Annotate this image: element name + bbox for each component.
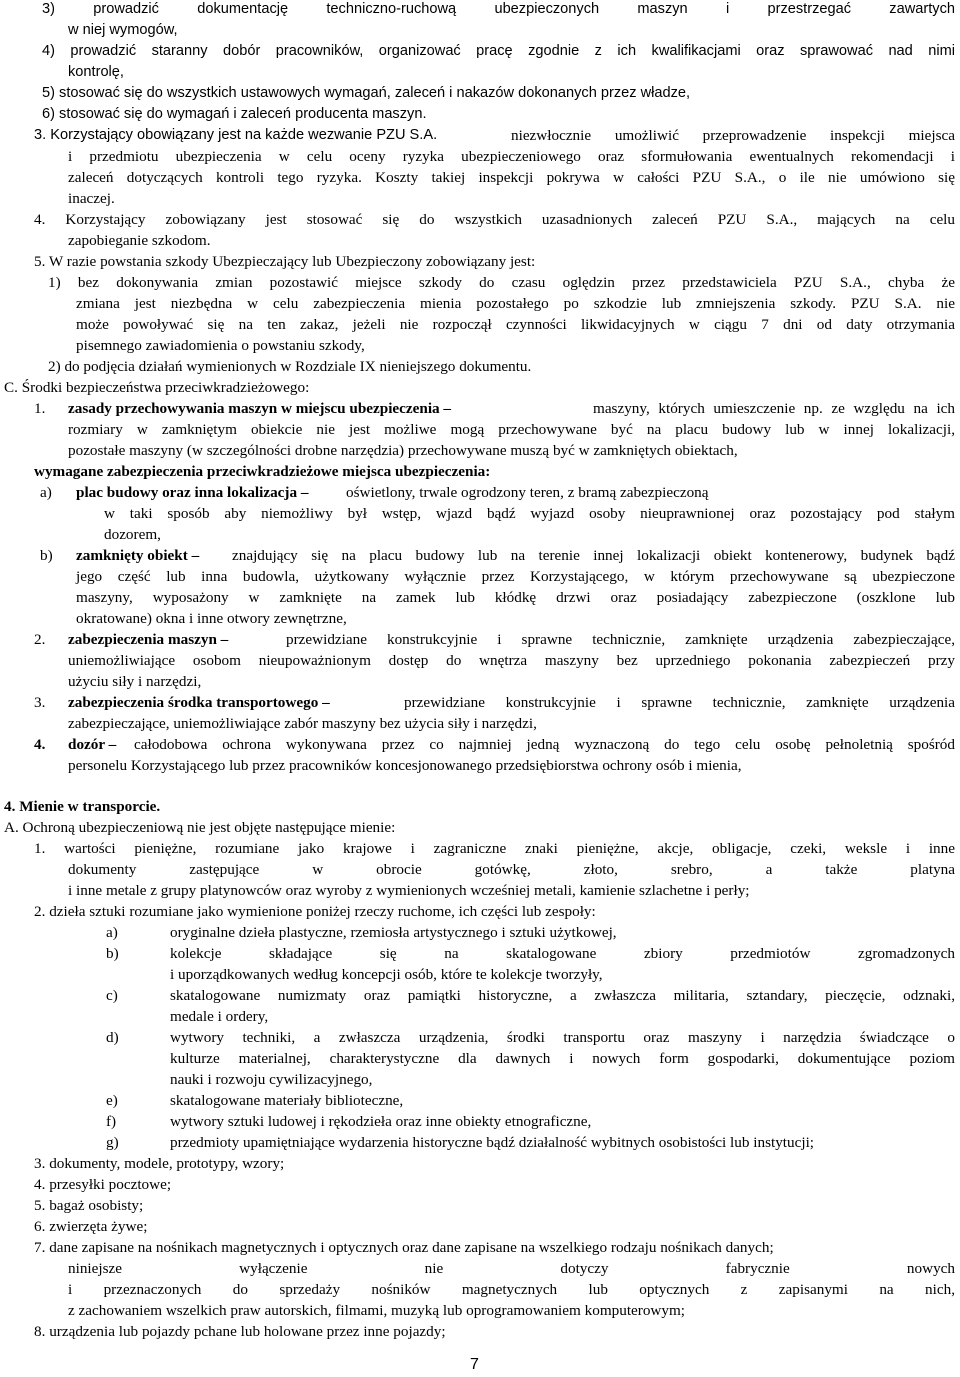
text-line: 1) bez dokonywania zmian pozostawić miejsce szkody do czasu oględzin przez przedstawiciela PZU S.A., chyba że: [48, 274, 955, 291]
text-line: pozostałe maszyny (w szczególności drobne narzędzia) przechowywane muszą być w zamkniętych obiektach,: [68, 442, 738, 459]
text-line: g): [106, 1134, 119, 1151]
text-line: przewidziane konstrukcyjnie i sprawne technicznie, zamknięte urządzenia zabezpieczające,: [286, 631, 955, 648]
text-line: zapobieganie szkodom.: [68, 232, 211, 249]
text-line: maszyny, wyposażony w zamknięte na zamek lub kłódkę drzwi oraz posiadający zabezpieczone (oszklone lub: [76, 589, 955, 606]
text-line: 2.: [34, 631, 46, 648]
text-line: 2) do podjęcia działań wymienionych w Rozdziale IX nieniejszego dokumentu.: [48, 358, 532, 375]
text-line: d): [106, 1029, 119, 1046]
text-line: 4) prowadzić staranny dobór pracowników, organizować pracę zgodnie z ich kwalifikacjami oraz sprawować nad nimi: [42, 43, 955, 59]
text-line: A. Ochroną ubezpieczeniową nie jest objęte następujące mienie:: [4, 819, 396, 836]
text-line: oświetlony, trwale ogrodzony teren, z bramą zabezpieczoną: [346, 484, 709, 501]
text-line: C. Środki bezpieczeństwa przeciwkradzieżowego:: [4, 379, 310, 396]
text-line: i uporządkowanych według koncepcji osób, które te kolekcje tworzyły,: [170, 966, 603, 983]
text-line: całodobowa ochrona wykonywana przez co najmniej jedną wyznaczoną do tego celu osobę pełnoletnią spośród: [134, 736, 955, 753]
text-line: pisemnego zawiadomienia o powstaniu szkody,: [76, 337, 365, 354]
text-line: okratowane) okna i inne otwory zewnętrzne,: [76, 610, 347, 627]
text-line: zabezpieczające, uniemożliwiające zabór maszyny bez użycia siły i narzędzi,: [68, 715, 537, 732]
text-line: 4. Mienie w transporcie.: [4, 798, 161, 815]
text-line: 1.: [34, 400, 46, 417]
text-line: zabezpieczenia środka transportowego –: [68, 694, 330, 711]
text-line: 5) stosować się do wszystkich ustawowych wymagań, zaleceń i nakazów dokonanych przez władze,: [42, 85, 691, 101]
text-line: oryginalne dzieła plastyczne, rzemiosła artystycznego i sztuki użytkowej,: [170, 924, 617, 941]
text-line: wytwory sztuki ludowej i rękodzieła oraz inne obiekty etnograficzne,: [170, 1113, 592, 1130]
text-line: b): [40, 547, 53, 564]
text-line: c): [106, 987, 118, 1004]
text-line: kontrolę,: [68, 64, 124, 80]
text-line: uniemożliwiające osobom nieupoważnionym dostęp do wnętrza maszyny bez uprzedniego pokonania zabezpieczeń przy: [68, 652, 955, 669]
text-line: przedmioty upamiętniające wydarzenia historyczne bądź działalność wybitnych osobistości lub instytucji;: [170, 1134, 815, 1151]
text-line: i przeznaczonych do sprzedaży nośników magnetycznych lub optycznych z zapisanymi na nich,: [68, 1281, 955, 1298]
text-line: może powoływać się na ten zakaz, jeżeli nie rozpoczął czynności likwidacyjnych w ciągu 7 dni od daty otrzymania: [76, 316, 955, 333]
text-line: dozorem,: [104, 526, 161, 543]
text-line: zamknięty obiekt –: [76, 547, 200, 564]
text-line: jego część lub inna budowla, użytkowany wyłącznie przez Korzystającego, w którym przechowywane są ubezpieczone: [76, 568, 955, 585]
text-line: 3) prowadzić dokumentację techniczno-ruchową ubezpieczonych maszyn i przestrzegać zawartych: [42, 1, 955, 17]
text-line: 7. dane zapisane na nośnikach magnetycznych i optycznych oraz dane zapisane na wszelkiego rodzaju nośnikach danych;: [34, 1239, 774, 1256]
text-line: i przedmiotu ubezpieczenia w celu oceny ryzyka ubezpieczeniowego oraz sformułowania ewentualnych rekomendacji i: [68, 148, 955, 165]
text-line: a): [106, 924, 118, 941]
text-line: 1. wartości pieniężne, rozumiane jako krajowe i zagraniczne znaki pieniężne, akcje, obligacje, czeki, weksle i inne: [34, 840, 955, 857]
text-line: maszyny, których umieszczenie np. ze względu na ich: [593, 400, 955, 417]
text-line: 2. dzieła sztuki rozumiane jako wymienione poniżej rzeczy ruchome, ich części lub zespoły:: [34, 903, 596, 920]
text-line: wymagane zabezpieczenia przeciwkradzieżowe miejsca ubezpieczenia:: [34, 463, 491, 480]
text-line: skatalogowane materiały biblioteczne,: [170, 1092, 404, 1109]
text-line: 3. Korzystający obowiązany jest na każde wezwanie PZU S.A.: [34, 127, 438, 143]
text-line: w niej wymogów,: [68, 22, 178, 38]
text-line: medale i ordery,: [170, 1008, 269, 1025]
text-line: 6) stosować się do wymagań i zaleceń producenta maszyn.: [42, 106, 427, 122]
text-line: f): [106, 1113, 117, 1130]
text-line: kulturze materialnej, charakterystyczne dla dawnych i nowych form gospodarki, dokumentujące poziom: [170, 1050, 955, 1067]
text-line: zasady przechowywania maszyn w miejscu ubezpieczenia –: [68, 400, 452, 417]
text-line: b): [106, 945, 119, 962]
text-line: 5. bagaż osobisty;: [34, 1197, 144, 1214]
text-line: 3. dokumenty, modele, prototypy, wzory;: [34, 1155, 285, 1172]
text-line: 3.: [34, 694, 46, 711]
text-line: a): [40, 484, 52, 501]
text-line: 4. Korzystający zobowiązany jest stosować się do wszystkich uzasadnionych zaleceń PZU S.A., mających na celu: [34, 211, 955, 228]
page-number: 7: [470, 1356, 479, 1373]
text-line: zmiana jest niezbędna w celu zabezpieczenia mienia pozostałego po szkodzie lub zmniejszenia szkody. PZU S.A. nie: [76, 295, 955, 312]
text-line: w taki sposób aby niemożliwy był wstęp, wjazd bądź wyjazd osoby nieuprawnionej oraz pozostający pod stałym: [104, 505, 955, 522]
text-line: 8. urządzenia lub pojazdy pchane lub holowane przez inne pojazdy;: [34, 1323, 446, 1340]
text-line: 4. przesyłki pocztowe;: [34, 1176, 172, 1193]
text-line: zaleceń dotyczących kontroli tego ryzyka. Koszty takiej inspekcji pokrywa w całości PZU S.A., o ile nie umówiono się: [68, 169, 955, 186]
text-line: 6. zwierzęta żywe;: [34, 1218, 148, 1235]
text-line: nauki i rozwoju cywilizacyjnego,: [170, 1071, 373, 1088]
text-line: e): [106, 1092, 118, 1109]
text-line: znajdujący się na placu budowy lub na terenie innej lokalizacji obiekt kontenerowy, budynek bądź: [232, 547, 955, 564]
text-line: 4.: [34, 736, 46, 753]
text-line: wytwory techniki, a zwłaszcza urządzenia, środki transportu oraz maszyny i narzędzia świadczące o: [170, 1029, 955, 1046]
text-line: skatalogowane numizmaty oraz pamiątki historyczne, a zwłaszcza militaria, sztandary, pieczęcie, odznaki,: [170, 987, 955, 1004]
text-line: i inne metale z grupy platynowców oraz wyroby z wymienionych wcześniej metali, kamienie szlachetne i perły;: [68, 882, 750, 899]
text-line: rozmiary w zamkniętym obiekcie nie jest możliwe mogą przechowywane być na placu budowy lub w innej lokalizacji,: [68, 421, 955, 438]
text-line: zabezpieczenia maszyn –: [68, 631, 229, 648]
text-line: dozór –: [68, 736, 117, 753]
text-line: użyciu siły i narzędzi,: [68, 673, 202, 690]
text-line: inaczej.: [68, 190, 115, 207]
text-line: dokumenty zastępujące w obrocie gotówkę, złoto, srebro, a także platyna: [68, 861, 955, 878]
text-line: kolekcje składające się na skatalogowane zbiory przedmiotów zgromadzonych: [170, 945, 955, 962]
text-line: przewidziane konstrukcyjnie i sprawne technicznie, zamknięte urządzenia: [404, 694, 955, 711]
text-line: niezwłocznie umożliwić przeprowadzenie inspekcji miejsca: [511, 127, 955, 144]
text-line: personelu Korzystającego lub przez pracowników koncesjonowanego przedsiębiorstwa ochrony osób i mienia,: [68, 757, 742, 774]
text-line: z zachowaniem wszelkich praw autorskich, filmami, muzyką lub oprogramowaniem komputerowym;: [68, 1302, 686, 1319]
text-line: plac budowy oraz inna lokalizacja –: [76, 484, 309, 501]
text-line: 5. W razie powstania szkody Ubezpieczający lub Ubezpieczony zobowiązany jest:: [34, 253, 536, 270]
text-line: niniejsze wyłączenie nie dotyczy fabrycznie nowych: [68, 1260, 955, 1277]
